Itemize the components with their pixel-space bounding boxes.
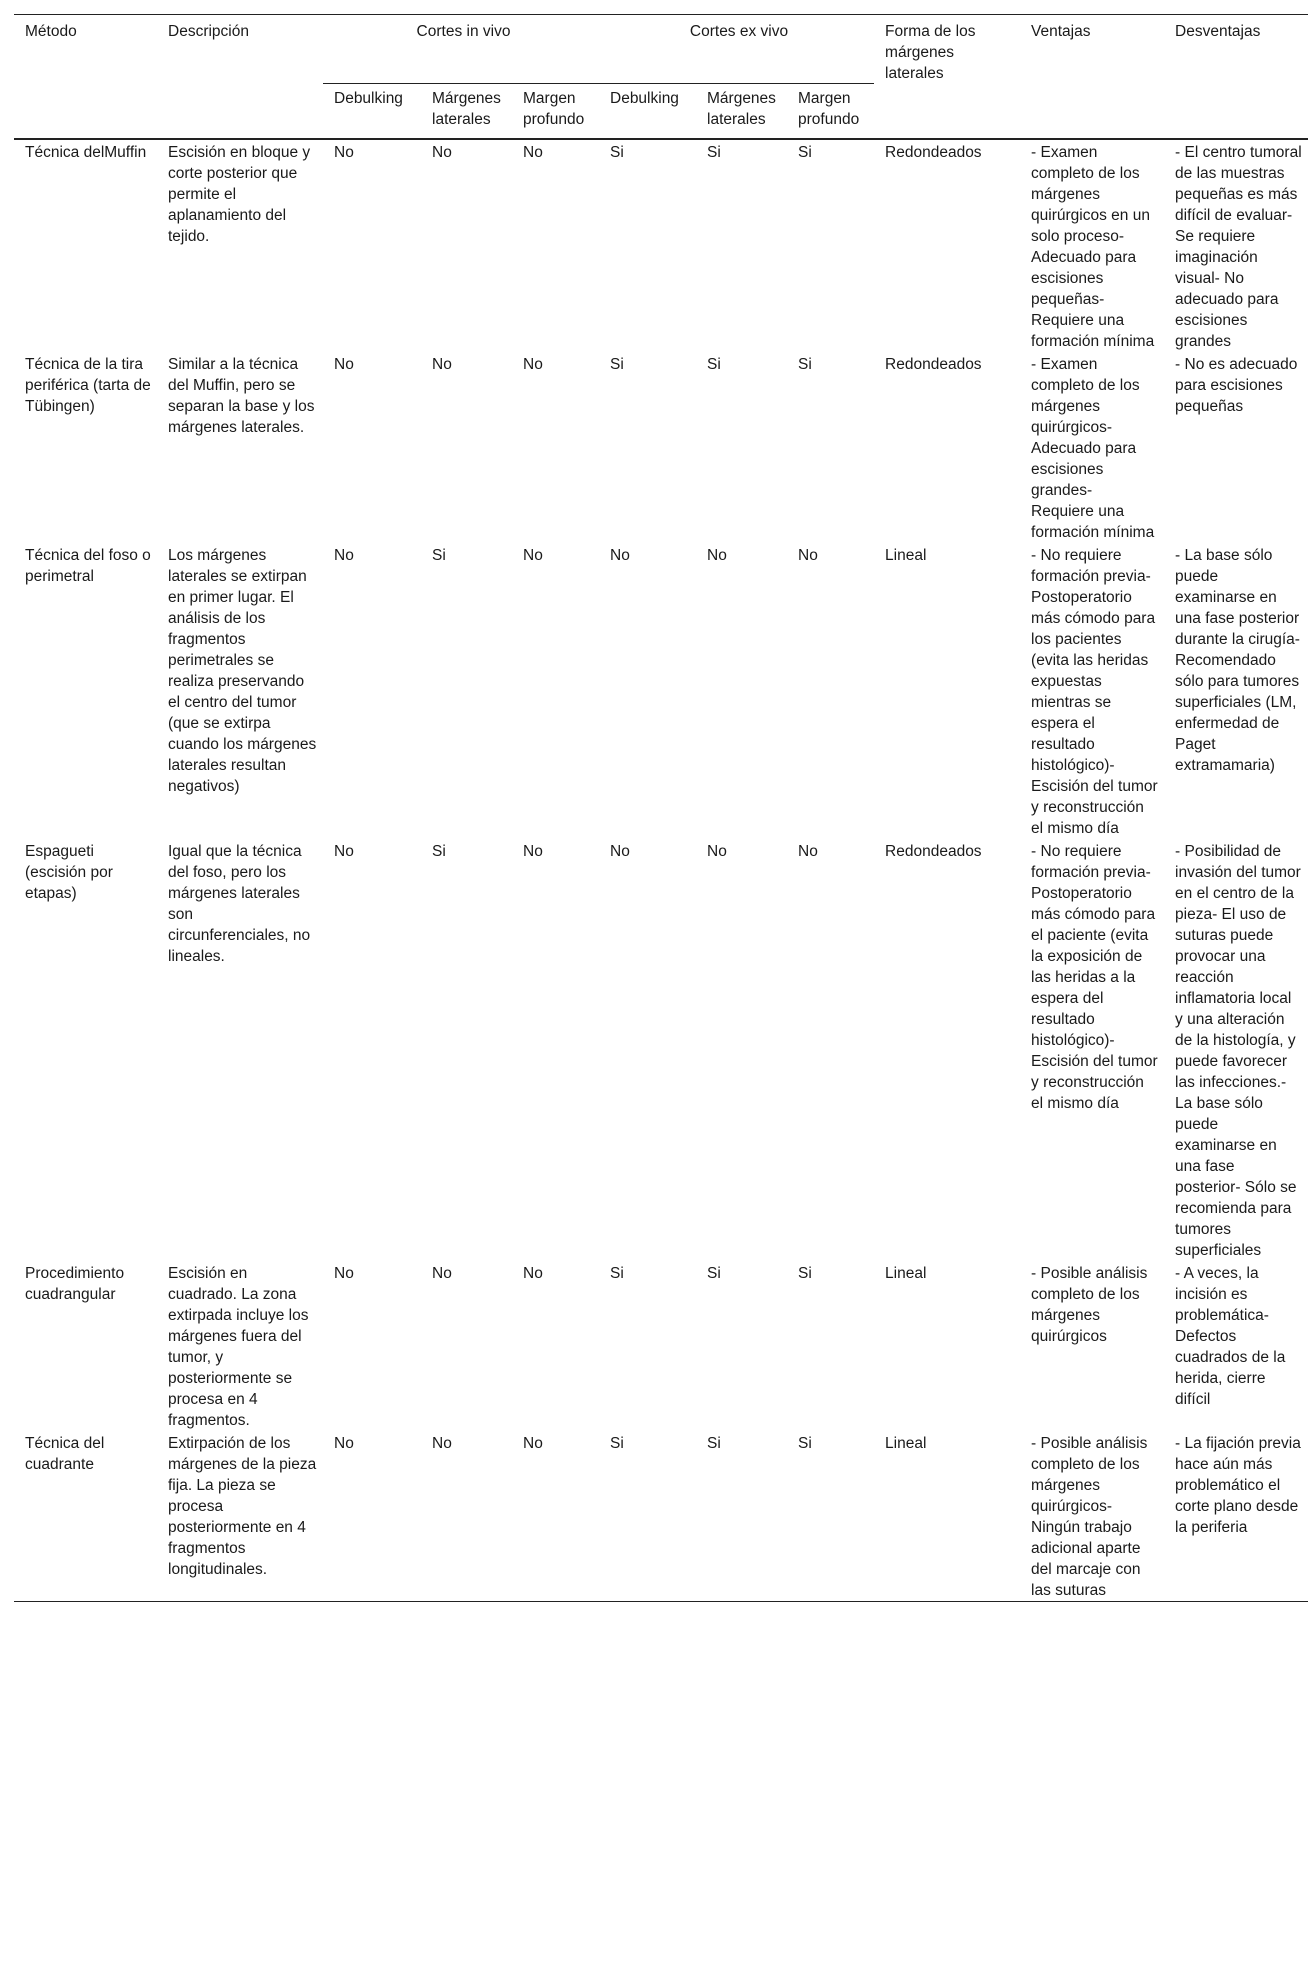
subheader-margen-profundo-in-vivo: Margen profundo (512, 84, 599, 140)
cell-value: No (421, 1431, 512, 1602)
table-row (14, 839, 1308, 1261)
subheader-margenes-laterales-ex-vivo: Márgenes laterales (696, 84, 787, 140)
subheader-margen-profundo-ex-vivo: Margen profundo (787, 84, 874, 140)
cell-forma: Lineal (885, 547, 927, 564)
cell-forma: Lineal (874, 1431, 1020, 1602)
cell-value: Si (432, 547, 446, 564)
table-row (14, 139, 1308, 352)
header-ventajas: Ventajas (1020, 15, 1164, 140)
cell-forma: Redondeados (885, 144, 982, 161)
methods-table (14, 14, 1308, 1602)
cell-value: No (798, 843, 818, 860)
cell-desventajas: - Posibilidad de invasión del tumor en el centro de la pieza- El uso de suturas puede provocar una reacción inflamatoria local y una alteración de la histología, y puede favorecer las infecciones.- La base sólo puede examinarse en una fase posterior- Sólo se recomienda para tumores superficiales (1175, 843, 1301, 1259)
cell-forma: Redondeados (885, 843, 982, 860)
cell-ventajas: - Posible análisis completo de los márgenes quirúrgicos (1031, 1265, 1148, 1345)
cell-value: Si (798, 144, 812, 161)
cell-desventajas: - La base sólo puede examinarse en una fase posterior durante la cirugía- Recomendado sólo para tumores superficiales (LM, enfermedad de Paget extramamaria) (1175, 547, 1300, 774)
cell-value: Si (432, 843, 446, 860)
cell-value: No (334, 144, 354, 161)
cell-value: No (432, 356, 452, 373)
cell-value: No (523, 547, 543, 564)
cell-value: Si (610, 356, 624, 373)
cell-value: No (334, 1265, 354, 1282)
table-header (14, 15, 1308, 140)
table-row (14, 543, 1308, 839)
cell-ventajas: - Examen completo de los márgenes quirúrgicos en un solo proceso- Adecuado para escisiones pequeñas- Requiere una formación mínima (1031, 144, 1155, 350)
cell-value: No (707, 547, 727, 564)
cell-value: No (334, 547, 354, 564)
cell-value: Si (798, 356, 812, 373)
cell-value: No (512, 1431, 599, 1602)
cell-value: No (523, 144, 543, 161)
cell-value: No (523, 1265, 543, 1282)
cell-value: No (523, 356, 543, 373)
cell-descripcion: Igual que la técnica del foso, pero los márgenes laterales son circunferenciales, no lineales. (168, 843, 311, 965)
cell-metodo: Procedimiento cuadrangular (25, 1265, 125, 1303)
subheader-margenes-laterales-in-vivo: Márgenes laterales (421, 84, 512, 140)
cell-metodo: Espagueti (escisión por etapas) (25, 843, 113, 902)
cell-forma: Redondeados (885, 356, 982, 373)
cell-value: No (707, 843, 727, 860)
table-row (14, 1261, 1308, 1431)
cell-ventajas: - No requiere formación previa- Postoperatorio más cómodo para el paciente (evita la exposición de las heridas a la espera del resultado histológico)- Escisión del tumor y reconstrucción el mismo día (1031, 843, 1158, 1112)
cell-descripcion: Extirpación de los márgenes de la pieza fija. La pieza se procesa posteriormente en 4 fragmentos longitudinales. (157, 1431, 323, 1602)
cell-value: No (432, 1265, 452, 1282)
subheader-debulking-ex-vivo: Debulking (599, 84, 696, 140)
cell-value: No (798, 547, 818, 564)
cell-value: Si (707, 144, 721, 161)
header-forma: Forma de los márgenes laterales (874, 15, 1020, 140)
cell-metodo: Técnica delMuffin (25, 144, 147, 161)
table-row (14, 352, 1308, 543)
cell-value: No (610, 547, 630, 564)
cell-value: No (323, 1431, 421, 1602)
cell-forma: Lineal (885, 1265, 927, 1282)
cell-ventajas: - No requiere formación previa- Postoperatorio más cómodo para los pacientes (evita las heridas expuestas mientras se espera el resultado histológico)- Escisión del tumor y reconstrucción el mismo día (1031, 547, 1158, 837)
cell-value: Si (599, 1431, 696, 1602)
cell-descripcion: Escisión en cuadrado. La zona extirpada incluye los márgenes fuera del tumor, y posteriormente se procesa en 4 fragmentos. (168, 1265, 309, 1429)
cell-ventajas: - Posible análisis completo de los márgenes quirúrgicos- Ningún trabajo adicional aparte del marcaje con las suturas (1020, 1431, 1164, 1602)
cell-value: Si (707, 356, 721, 373)
cell-value: Si (787, 1431, 874, 1602)
table-row (14, 1431, 1308, 1602)
cell-value: No (523, 843, 543, 860)
cell-descripcion: Los márgenes laterales se extirpan en primer lugar. El análisis de los fragmentos perimetrales se realiza preservando el centro del tumor (que se extirpa cuando los márgenes laterales resultan negativos) (168, 547, 317, 795)
cell-desventajas: - A veces, la incisión es problemática- Defectos cuadrados de la herida, cierre difícil (1175, 1265, 1286, 1408)
cell-value: No (432, 144, 452, 161)
subheader-debulking-in-vivo: Debulking (323, 84, 421, 140)
header-cortes-ex-vivo: Cortes ex vivo (599, 15, 874, 84)
cell-ventajas: - Examen completo de los márgenes quirúrgicos- Adecuado para escisiones grandes- Requiere una formación mínima (1031, 356, 1155, 541)
cell-value: No (334, 843, 354, 860)
cell-value: Si (610, 1265, 624, 1282)
header-metodo: Método (14, 15, 157, 140)
cell-descripcion: Escisión en bloque y corte posterior que permite el aplanamiento del tejido. (168, 144, 311, 245)
cell-descripcion: Similar a la técnica del Muffin, pero se separan la base y los márgenes laterales. (168, 356, 315, 436)
header-descripcion: Descripción (157, 15, 323, 140)
cell-desventajas: - El centro tumoral de las muestras pequeñas es más difícil de evaluar- Se requiere imaginación visual- No adecuado para escisiones grandes (1175, 144, 1302, 350)
cell-value: Si (610, 144, 624, 161)
table-body (14, 139, 1308, 1602)
cell-desventajas: - La fijación previa hace aún más problemático el corte plano desde la periferia (1164, 1431, 1308, 1602)
cell-desventajas: - No es adecuado para escisiones pequeñas (1175, 356, 1298, 415)
cell-value: No (334, 356, 354, 373)
header-cortes-in-vivo: Cortes in vivo (323, 15, 599, 84)
cell-value: No (610, 843, 630, 860)
cell-metodo: Técnica del cuadrante (14, 1431, 157, 1602)
cell-metodo: Técnica del foso o perimetral (25, 547, 151, 585)
cell-value: Si (707, 1265, 721, 1282)
cell-value: Si (798, 1265, 812, 1282)
header-desventajas: Desventajas (1164, 15, 1308, 140)
cell-metodo: Técnica de la tira periférica (tarta de Tübingen) (25, 356, 151, 415)
cell-value: Si (696, 1431, 787, 1602)
